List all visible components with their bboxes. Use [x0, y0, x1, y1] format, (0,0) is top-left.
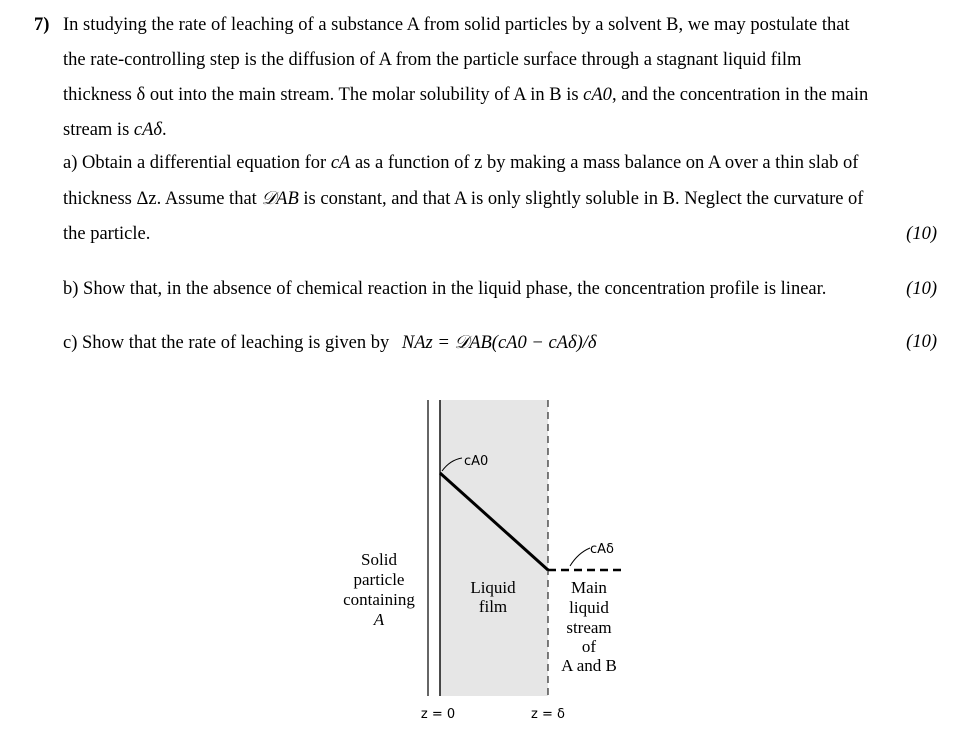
- intro-line-4-text: stream is: [63, 120, 134, 140]
- cAdelta-leader: [570, 548, 590, 566]
- part-b-line: b) Show that, in the absence of chemical reaction in the liquid phase, the concentration profile is linear.: [63, 279, 827, 299]
- intro-line-1: In studying the rate of leaching of a substance A from solid particles by a solvent B, we may postulate that: [63, 15, 850, 35]
- cAdelta-label: cAδ: [590, 542, 614, 557]
- intro-line-2: the rate-controlling step is the diffusion of A from the particle surface through a stagnant liquid film: [63, 50, 802, 70]
- liquid-film-region: [440, 400, 548, 696]
- problem-number: 7): [34, 15, 50, 35]
- film-label-1: Liquid: [470, 578, 516, 597]
- solid-label-3: containing: [343, 590, 415, 609]
- film-label-2: film: [478, 597, 508, 616]
- intro-line-3-text: thickness δ out into the main stream. The molar solubility of A in B is: [63, 85, 584, 105]
- stream-label-2: liquid: [569, 598, 609, 617]
- stream-label-4: of: [581, 637, 597, 656]
- part-b-points: (10): [906, 279, 937, 299]
- cAdelta-symbol: cAδ: [133, 120, 163, 140]
- DAB-symbol: 𝒟AB: [261, 189, 299, 209]
- stream-label-1: Main: [571, 578, 607, 597]
- solid-label-2: particle: [353, 570, 405, 589]
- part-a-text-1: a) Obtain a differential equation for: [63, 153, 331, 173]
- intro-line-4: stream is cAδ.: [63, 120, 167, 140]
- solid-label-4: A: [373, 610, 385, 629]
- z0-label: z = 0: [420, 707, 456, 722]
- part-a-points: (10): [906, 224, 937, 244]
- intro-line-3-rest: , and the concentration in the main: [611, 85, 869, 105]
- part-a-text-2: as a function of z by making a mass balance on A over a thin slab of: [350, 153, 859, 173]
- zdelta-label: z = δ: [531, 707, 565, 722]
- cA-symbol: cA: [330, 153, 351, 173]
- stream-label-3: stream: [566, 618, 612, 637]
- part-c-text: c) Show that the rate of leaching is given by: [63, 333, 390, 353]
- part-a-text-3: thickness Δz. Assume that: [63, 189, 262, 209]
- part-a-text-4: is constant, and that A is only slightly soluble in B. Neglect the curvature of: [298, 189, 864, 209]
- stream-label-5: A and B: [561, 656, 617, 675]
- solid-label-1: Solid: [361, 550, 397, 569]
- cA0-label: cA0: [464, 454, 489, 469]
- part-c-equation: NAz = 𝒟AB(cA0 − cAδ)/δ: [401, 333, 597, 353]
- cA0-symbol: cA0: [583, 85, 612, 105]
- part-c-points: (10): [906, 332, 937, 352]
- part-a-line-3: the particle.: [63, 224, 151, 244]
